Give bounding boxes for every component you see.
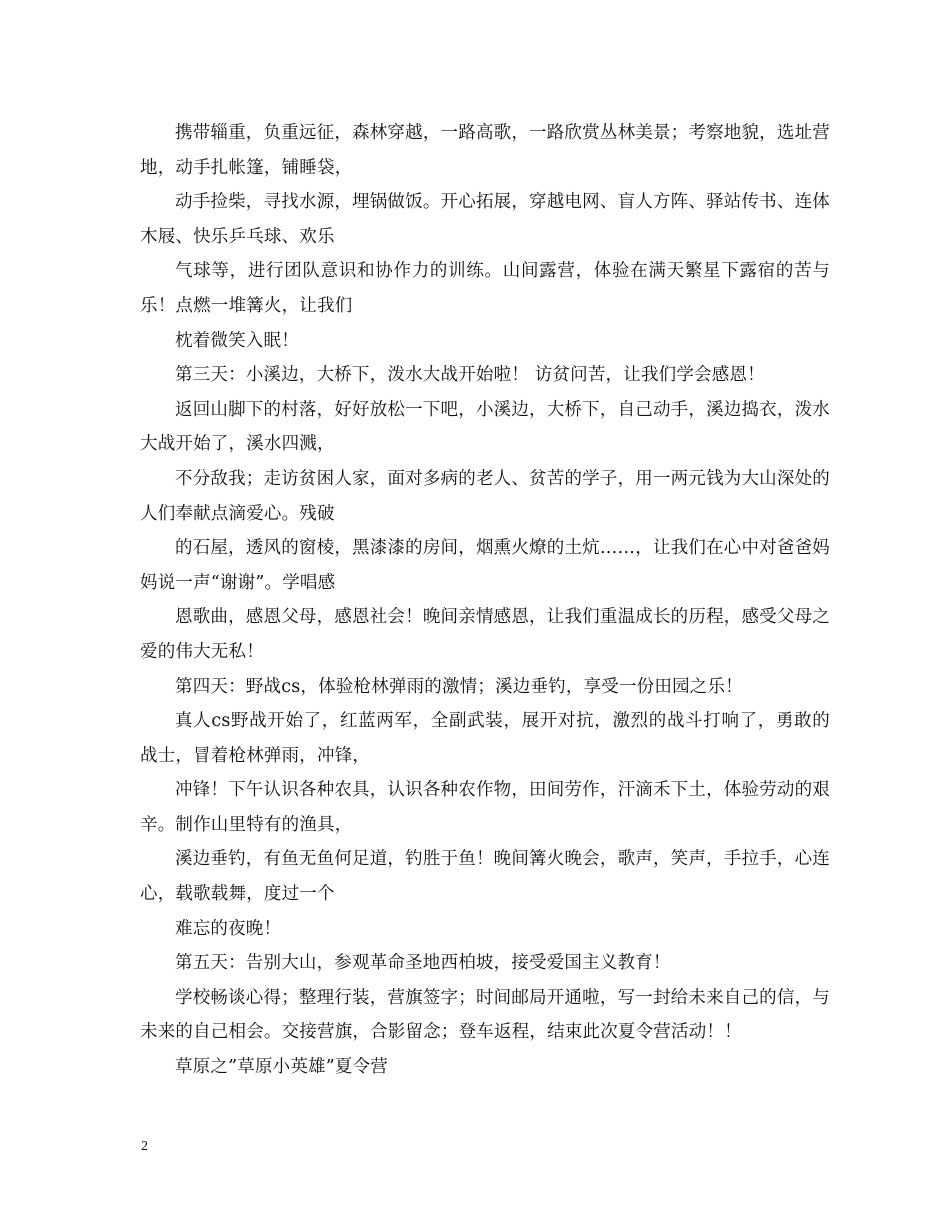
section-title: 草原之”草原小英雄”夏令营 bbox=[175, 1057, 388, 1078]
day-four-heading: 第四天：野战cs，体验枪林弹雨的激情；溪边垂钓，享受一份田园之乐！ bbox=[175, 676, 743, 697]
page-number: 2 bbox=[141, 1139, 148, 1154]
paragraph: 携带辎重，负重远征，森林穿越，一路高歌，一路欣赏丛林美景；考察地貌，选址营地，动手扎帐篷，铺睡袋， bbox=[140, 123, 830, 178]
paragraph: 不分敌我；走访贫困人家，面对多病的老人、贫苦的学子，用一两元钱为大山深处的人们奉献点滴爱心。残破 bbox=[140, 468, 830, 524]
paragraph: 冲锋！下午认识各种农具，认识各种农作物，田间劳作，汗滴禾下土，体验劳动的艰辛。制作山里特有的渔具， bbox=[140, 780, 830, 835]
document-body bbox=[140, 116, 830, 1085]
paragraph: 学校畅谈心得；整理行装，营旗签字；时间邮局开通啦，写一封给未来自己的信，与未来的自己相会。交接营旗，合影留念；登车返程，结束此次夏令营活动！！ bbox=[140, 987, 830, 1043]
paragraph: 枕着微笑入眠！ bbox=[175, 330, 299, 351]
paragraph: 的石屋，透风的窗棱，黑漆漆的房间，烟熏火燎的土炕……，让我们在心中对爸爸妈妈说一声“谢谢”。学唱感 bbox=[140, 538, 830, 593]
paragraph: 恩歌曲，感恩父母，感恩社会！晚间亲情感恩，让我们重温成长的历程，感受父母之爱的伟大无私！ bbox=[140, 607, 830, 662]
day-three-heading: 第三天：小溪边，大桥下，泼水大战开始啦！ 访贫问苦，让我们学会感恩！ bbox=[175, 365, 765, 386]
paragraph: 溪边垂钓，有鱼无鱼何足道，钓胜于鱼！晚间篝火晚会，歌声，笑声，手拉手，心连心，载歌载舞，度过一个 bbox=[140, 849, 830, 905]
paragraph: 动手捡柴，寻找水源，埋锅做饭。开心拓展，穿越电网、盲人方阵、驿站传书、连体木屐、快乐乒乓球、欢乐 bbox=[140, 192, 830, 247]
paragraph: 返回山脚下的村落，好好放松一下吧，小溪边，大桥下，自己动手，溪边捣衣，泼水大战开始了，溪水四溅， bbox=[140, 399, 830, 455]
day-five-heading: 第五天：告别大山，参观革命圣地西柏坡，接受爱国主义教育！ bbox=[175, 953, 671, 974]
paragraph: 难忘的夜晚！ bbox=[175, 918, 282, 939]
paragraph: 气球等，进行团队意识和协作力的训练。山间露营，体验在满天繁星下露宿的苦与乐！点燃一堆篝火，让我们 bbox=[140, 261, 830, 316]
paragraph: 真人cs野战开始了，红蓝两军，全副武装，展开对抗，激烈的战斗打响了，勇敢的战士，冒着枪林弹雨，冲锋， bbox=[140, 711, 830, 766]
